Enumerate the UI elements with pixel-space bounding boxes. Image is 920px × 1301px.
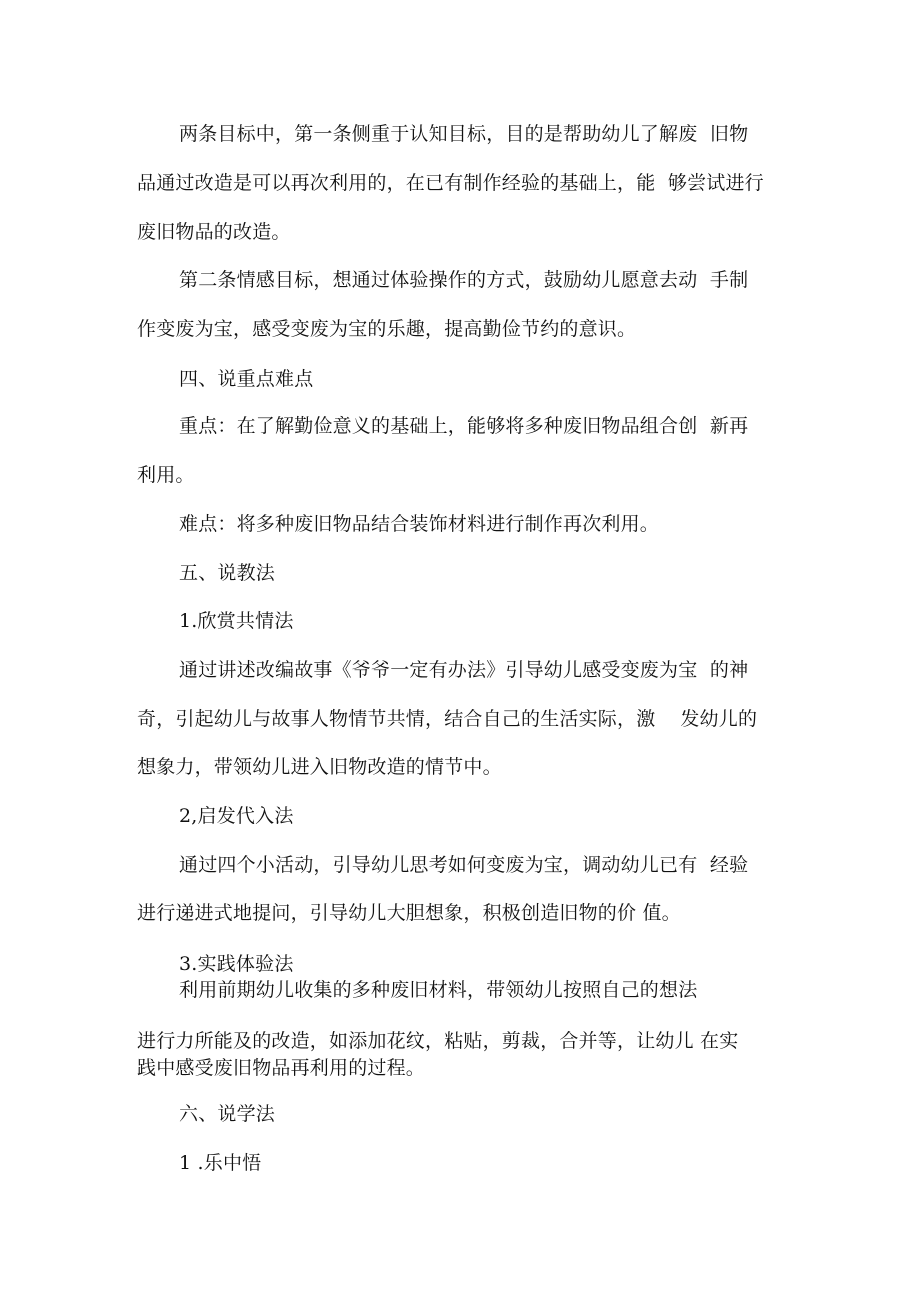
heading-key-points: 四、说重点难点	[179, 368, 314, 390]
paragraph-difficulty: 难点：将多种废旧物品结合装饰材料进行制作再次利用。	[179, 513, 660, 535]
subheading-method-3: 3.实践体验法	[179, 953, 294, 975]
paragraph-method-3-line-2: 进行力所能及的改造，如添加花纹，粘贴，剪裁，合并等，让幼儿 在实	[137, 1030, 739, 1052]
paragraph-goals-line-2: 品通过改造是可以再次利用的，在已有制作经验的基础上，能 够尝试进行	[137, 172, 764, 194]
heading-teaching-methods: 五、说教法	[179, 562, 276, 584]
paragraph-method-3-line-3: 践中感受废旧物品再利用的过程。	[137, 1057, 426, 1079]
paragraph-emotion-line-2: 作变废为宝，感受变废为宝的乐趣，提高勤俭节约的意识。	[137, 318, 637, 340]
heading-learning-methods: 六、说学法	[179, 1103, 276, 1125]
paragraph-key-line-2: 利用。	[137, 464, 195, 486]
paragraph-method-1-line-2: 奇，引起幼儿与故事人物情节共情，结合自己的生活实际，激 发幼儿的	[137, 708, 758, 730]
paragraph-emotion-line-1: 第二条情感目标，想通过体验操作的方式，鼓励幼儿愿意去动 手制	[179, 269, 749, 291]
subheading-method-2: 2,启发代入法	[179, 805, 294, 827]
paragraph-method-2-line-1: 通过四个小活动，引导幼儿思考如何变废为宝，调动幼儿已有 经验	[179, 854, 749, 876]
subheading-method-1: 1.欣赏共情法	[179, 610, 294, 632]
paragraph-method-3-line-1: 利用前期幼儿收集的多种废旧材料，带领幼儿按照自己的想法	[179, 979, 698, 1001]
paragraph-method-1-line-1: 通过讲述改编故事《爷爷一定有办法》引导幼儿感受变废为宝 的神	[179, 659, 749, 681]
paragraph-method-2-line-2: 进行递进式地提问，引导幼儿大胆想象，积极创造旧物的价 值。	[137, 902, 681, 924]
paragraph-method-1-line-3: 想象力，带领幼儿进入旧物改造的情节中。	[137, 756, 502, 778]
paragraph-goals-line-1: 两条目标中，第一条侧重于认知目标，目的是帮助幼儿了解废 旧物	[179, 123, 749, 145]
paragraph-key-line-1: 重点：在了解勤俭意义的基础上，能够将多种废旧物品组合创 新再	[179, 415, 749, 437]
paragraph-goals-line-3: 废旧物品的改造。	[137, 221, 291, 243]
subheading-learning-1: 1 .乐中悟	[179, 1152, 262, 1174]
